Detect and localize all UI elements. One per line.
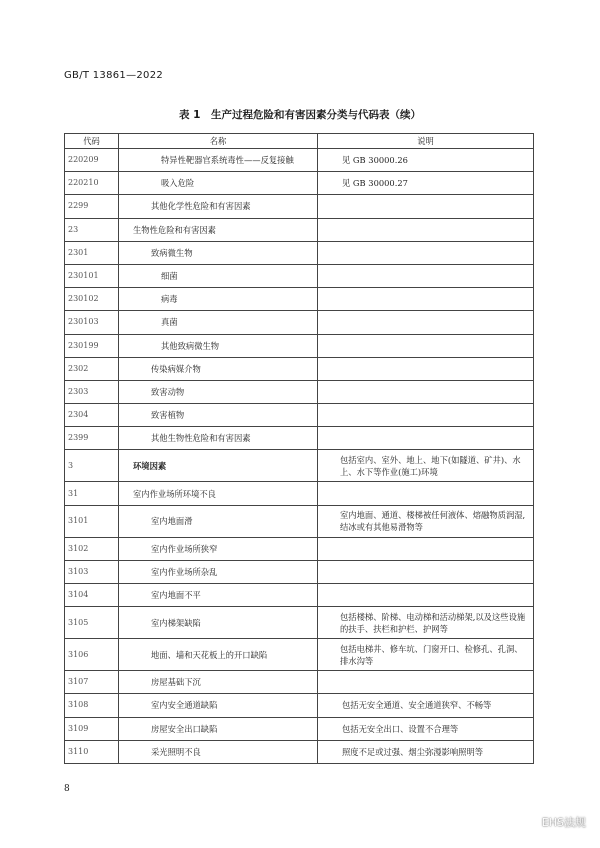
table-row — [65, 717, 534, 740]
cell-name: 室内安全通道缺陷 — [119, 694, 318, 717]
cell-name: 其他致病微生物 — [119, 334, 318, 357]
cell-name: 病毒 — [119, 288, 318, 311]
table-row — [65, 694, 534, 717]
table-row — [65, 482, 534, 505]
cell-description — [318, 357, 534, 380]
cell-description: 包括无安全通道、安全通道狭窄、不畅等 — [318, 694, 534, 717]
cell-description — [318, 671, 534, 694]
hazard-code-table — [64, 133, 534, 764]
cell-name: 其他生物性危险和有害因素 — [119, 427, 318, 450]
cell-name: 吸入危险 — [119, 172, 318, 195]
table-row — [65, 537, 534, 560]
cell-description — [318, 218, 534, 241]
watermark-text: EHS法规 — [541, 816, 586, 829]
cell-code: 3106 — [65, 639, 119, 671]
table-row — [65, 584, 534, 607]
table-row — [65, 505, 534, 537]
cell-code: 230199 — [65, 334, 119, 357]
cell-code: 3102 — [65, 537, 119, 560]
cell-name: 采光照明不良 — [119, 740, 318, 763]
cell-description — [318, 482, 534, 505]
watermark — [524, 814, 586, 830]
cell-name: 真菌 — [119, 311, 318, 334]
table-row — [65, 639, 534, 671]
table-row — [65, 450, 534, 482]
cell-code: 3109 — [65, 717, 119, 740]
cell-description — [318, 241, 534, 264]
table-row — [65, 195, 534, 218]
table-row — [65, 172, 534, 195]
cell-code: 3105 — [65, 607, 119, 639]
table-row — [65, 241, 534, 264]
header-name: 名称 — [119, 134, 318, 149]
table-row — [65, 560, 534, 583]
table-row — [65, 671, 534, 694]
cell-code: 2399 — [65, 427, 119, 450]
cell-code: 3103 — [65, 560, 119, 583]
table-row — [65, 607, 534, 639]
cell-code: 3107 — [65, 671, 119, 694]
cell-code: 3101 — [65, 505, 119, 537]
cell-description — [318, 404, 534, 427]
cell-code: 2304 — [65, 404, 119, 427]
cell-name: 传染病媒介物 — [119, 357, 318, 380]
cell-description: 包括电梯井、修车坑、门窗开口、检修孔、孔洞、排水沟等 — [318, 639, 534, 671]
cell-code: 3 — [65, 450, 119, 482]
table-row — [65, 311, 534, 334]
cell-description: 照度不足或过强、烟尘弥漫影响照明等 — [318, 740, 534, 763]
cell-code: 230101 — [65, 264, 119, 287]
cell-code: 220209 — [65, 149, 119, 172]
cell-code: 31 — [65, 482, 119, 505]
cell-name: 其他化学性危险和有害因素 — [119, 195, 318, 218]
table-row — [65, 264, 534, 287]
cell-description — [318, 560, 534, 583]
table-title: 表 1 生产过程危险和有害因素分类与代码表（续） — [179, 109, 421, 121]
table-header-row — [65, 134, 534, 149]
wechat-icon — [524, 816, 538, 828]
cell-name: 房屋安全出口缺陷 — [119, 717, 318, 740]
cell-name: 环境因素 — [119, 450, 318, 482]
cell-description — [318, 584, 534, 607]
table-row — [65, 404, 534, 427]
cell-description: 室内地面、通道、楼梯被任何液体、熔融物质润湿,结冰或有其他易滑物等 — [318, 505, 534, 537]
header-description: 说明 — [318, 134, 534, 149]
cell-code: 230102 — [65, 288, 119, 311]
table-row — [65, 218, 534, 241]
cell-name: 生物性危险和有害因素 — [119, 218, 318, 241]
cell-description — [318, 195, 534, 218]
cell-code: 2301 — [65, 241, 119, 264]
cell-code: 2303 — [65, 380, 119, 403]
cell-code: 230103 — [65, 311, 119, 334]
cell-description: 见 GB 30000.27 — [318, 172, 534, 195]
cell-name: 致病微生物 — [119, 241, 318, 264]
cell-description — [318, 311, 534, 334]
table-row — [65, 357, 534, 380]
cell-code: 3108 — [65, 694, 119, 717]
table-row — [65, 740, 534, 763]
cell-name: 室内地面不平 — [119, 584, 318, 607]
cell-description: 包括无安全出口、设置不合理等 — [318, 717, 534, 740]
cell-description: 包括楼梯、阶梯、电动梯和活动梯架,以及这些设施的扶手、扶栏和护栏、护网等 — [318, 607, 534, 639]
table-row — [65, 380, 534, 403]
cell-description — [318, 380, 534, 403]
standard-code: GB/T 13861—2022 — [64, 70, 164, 81]
cell-name: 室内作业场所环境不良 — [119, 482, 318, 505]
cell-name: 细菌 — [119, 264, 318, 287]
table-row — [65, 149, 534, 172]
cell-name: 室内作业场所狭窄 — [119, 537, 318, 560]
table-row — [65, 427, 534, 450]
cell-code: 3104 — [65, 584, 119, 607]
cell-name: 地面、墙和天花板上的开口缺陷 — [119, 639, 318, 671]
cell-description: 见 GB 30000.26 — [318, 149, 534, 172]
header-code: 代码 — [65, 134, 119, 149]
cell-name: 房屋基础下沉 — [119, 671, 318, 694]
cell-code: 3110 — [65, 740, 119, 763]
cell-name: 致害动物 — [119, 380, 318, 403]
cell-description — [318, 427, 534, 450]
cell-code: 220210 — [65, 172, 119, 195]
cell-code: 23 — [65, 218, 119, 241]
cell-code: 2299 — [65, 195, 119, 218]
cell-description: 包括室内、室外、地上、地下(如隧道、矿井)、水上、水下等作业(施工)环境 — [318, 450, 534, 482]
cell-name: 特异性靶器官系统毒性——反复接触 — [119, 149, 318, 172]
cell-name: 室内地面滑 — [119, 505, 318, 537]
cell-description — [318, 288, 534, 311]
cell-name: 室内作业场所杂乱 — [119, 560, 318, 583]
page-number: 8 — [64, 784, 70, 794]
cell-description — [318, 537, 534, 560]
table-row — [65, 334, 534, 357]
cell-name: 致害植物 — [119, 404, 318, 427]
table-row — [65, 288, 534, 311]
cell-description — [318, 334, 534, 357]
cell-code: 2302 — [65, 357, 119, 380]
cell-name: 室内梯架缺陷 — [119, 607, 318, 639]
cell-description — [318, 264, 534, 287]
